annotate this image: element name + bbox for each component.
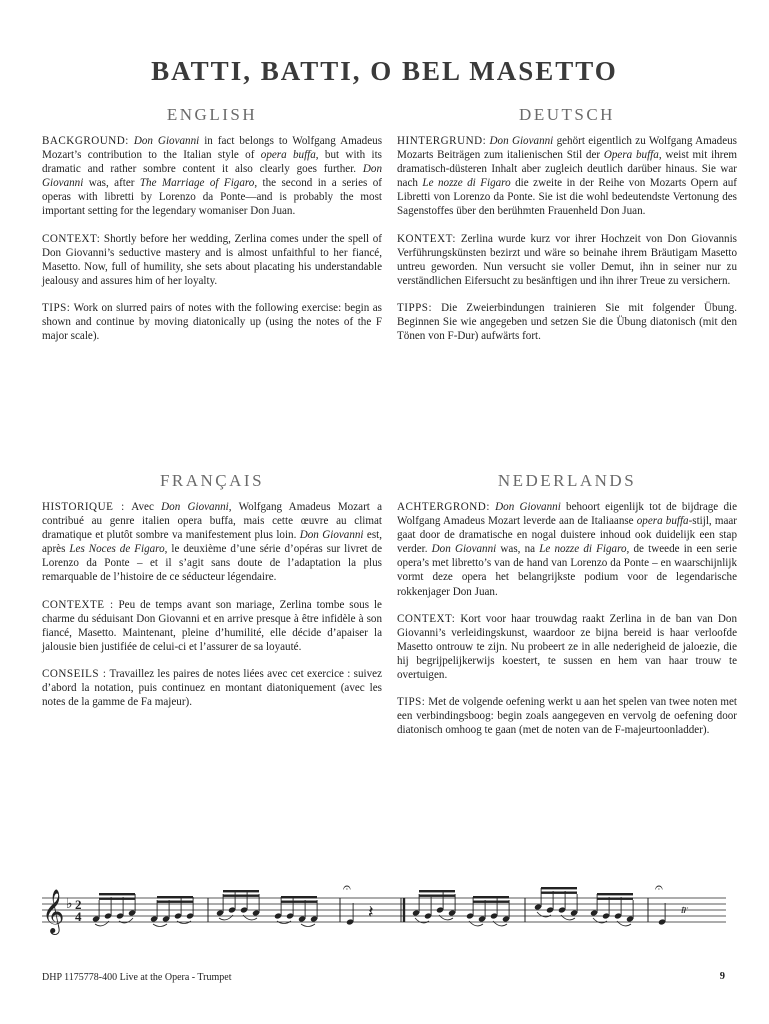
deutsch-context — [397, 232, 737, 288]
deutsch-bg-t2: gehört eigentlich zu Wolfgang Amadeus Mozarts Beiträgen zum italienischen Stil der — [397, 135, 737, 162]
francais-tips — [42, 667, 382, 709]
nederlands-context — [397, 612, 737, 682]
nederlands-background-label: ACHTERGROND: — [397, 501, 490, 513]
time-signature-top: 2 — [75, 897, 82, 912]
beam — [281, 901, 317, 903]
english-bg-t1: Don Giovanni — [133, 135, 200, 147]
nederlands-bg-t2: behoort eigenlijk tot de bijdrage die Wolfgang Amadeus Mozart leverde aan de Italiaanse — [397, 501, 738, 528]
francais-context — [42, 598, 382, 654]
slur — [153, 924, 167, 927]
beam — [597, 898, 633, 900]
nederlands-context-text: Kort voor haar trouwdag raakt Zerlina in de ban van Don Giovanni’s verleidingskunst, waardoor ze bijna bereid is haar verloofde Masetto ontrouw te zijn. Nu probeert ze in alle nederigheid de jaloezie, die hij begrijpelijkerwijs koestert, te sussen en hem van haar trouw te overtuigen. — [397, 612, 737, 682]
francais-bg-t1: Avec — [124, 501, 162, 513]
treble-clef-icon: 𝄞 — [42, 889, 65, 933]
english-bg-t7: The Marriage of Figaro — [139, 177, 255, 190]
page-number: 9 — [719, 971, 725, 982]
deutsch-background-label: HINTERGRUND: — [397, 135, 487, 147]
english-bg-t2: in fact belongs to Wolfgang Amadeus Mozart’s contribution to the Italian style of — [42, 135, 383, 162]
nederlands-background — [397, 500, 737, 599]
francais-tips-text: Travaillez les paires de notes liées avec cet exercice : suivez d’abord la notation, puis continuez en montant diatoniquement (avec les notes de la gamme de Fa majeur). — [42, 667, 382, 709]
francais-bg-t3: , Wolfgang Amadeus Mozart a contribué au genre italien opera buffa, mais cette œuvre au climat dramatique et plutôt sombre va manifestement plus loin. — [42, 501, 383, 542]
english-tips — [42, 301, 382, 343]
section-heading-deutsch: DEUTSCH — [519, 105, 615, 124]
section-nederlands — [397, 471, 737, 750]
beam — [157, 896, 193, 898]
francais-bg-t5: est, après — [42, 529, 383, 556]
francais-context-text: Peu de temps avant son mariage, Zerlina tombe sous le charme du séduisant Don Giovanni et en arrive presque à être infidèle à son fiancé, Masetto. Maintenant, pleine d’humilité, elle décide d’apaiser la jalousie bien justifiée de celui-ci et l’assurer de sa loyauté. — [42, 598, 382, 653]
nederlands-bg-t7: Le nozze di Figaro, — [539, 543, 630, 556]
francais-context-label: CONTEXTE : — [42, 598, 114, 611]
nederlands-bg-t3: opera buffa — [636, 515, 689, 528]
beam — [99, 898, 135, 900]
deutsch-bg-t3: Opera buffa — [603, 149, 659, 162]
francais-bg-t7: , le deuxième d’une série d’opéras sur livret de Lorenzo da Ponte – et il s’agit sans doute de l’adaptation la plus remarquable de l’histoire de ce séducteur légendaire. — [42, 543, 383, 584]
nederlands-tips-text: Met de volgende oefening werkt u aan het spelen van twee noten met een verbindingsboog: begin zoals aangegeven en vervolg de oefening door diatonisch omhoog te gaan (met de noten van de F-majeurtoonladder). — [397, 696, 737, 737]
time-signature-bottom: 4 — [75, 909, 82, 924]
deutsch-tips-label: TIPPS: — [397, 301, 433, 314]
flat-key-signature-icon: ♭ — [66, 896, 73, 912]
deutsch-bg-t5: Le nozze di Figaro — [422, 177, 511, 190]
beam — [473, 901, 509, 903]
deutsch-tips — [397, 301, 737, 343]
beam — [597, 893, 633, 895]
deutsch-bg-t1: Don Giovanni — [489, 135, 554, 147]
fermata-icon: 𝄐 — [343, 880, 351, 896]
francais-background — [42, 500, 382, 585]
beam — [541, 892, 577, 894]
english-background — [42, 134, 382, 219]
nederlands-context-label: CONTEXT: — [397, 612, 456, 625]
english-bg-t5: Don Giovanni — [42, 163, 382, 190]
fermata-icon: 𝄐 — [655, 880, 663, 896]
nederlands-bg-t8: de tweede in een serie opera’s met libretto’s van de hand van Lorenzo da Ponte – en waarschijnlijk vormt deze opera het belangrijkste podium voor de legendarische rokkenjager Don Juan. — [397, 543, 738, 598]
beam — [281, 896, 317, 898]
beam — [157, 901, 193, 903]
deutsch-bg-t6: die zweite in der Reihe von Mozarts Opern auf Libretti von Lorenzo da Ponte. Sie ist die wohl bedeutendste Vertonung des Sagenstoffes über den berühmten Frauenheld Don Juan. — [397, 177, 737, 218]
section-francais — [42, 471, 382, 722]
staff-lines — [42, 898, 726, 922]
deutsch-bg-t4: , weist mit ihrem dramatisch-düsteren Inhalt aber zugleich deutlich darüber hinaus. Sie war nach — [397, 149, 737, 190]
deutsch-tips-text: Die Zweierbindungen trainieren Sie mit folgender Übung. Beginnen Sie wie angegeben und setzen Sie die Übung diatonisch (mit den Tönen von F-Dur) aufwärts fort. — [397, 301, 737, 343]
english-context — [42, 232, 382, 288]
english-context-label: CONTEXT: — [42, 232, 101, 245]
english-tips-label: TIPS: — [42, 301, 71, 314]
beam — [99, 893, 135, 895]
music-exercise-staff — [38, 878, 728, 948]
page-title: BATTI, BATTI, O BEL MASETTO — [151, 56, 618, 87]
beam — [419, 895, 455, 897]
deutsch-context-text: Zerlina wurde kurz vor ihrer Hochzeit von Don Giovannis Verführungskünsten bezirzt und wäre so beinahe ihrem Bräutigam Masetto untreu geworden. Nun versucht sie voller Demut, ihn in seiner nur zu verständlichen Eifersucht zu besänftigen und ihn ihrer Treue zu versichern. — [397, 232, 737, 287]
nederlands-bg-t5: Don Giovanni — [431, 543, 497, 556]
francais-bg-t2: Don Giovanni — [161, 501, 229, 513]
nederlands-tips-label: TIPS: — [397, 696, 426, 709]
english-tips-text: Work on slurred pairs of notes with the following exercise: begin as shown and continue by moving diatonically up (using the notes of the F major scale). — [42, 301, 382, 343]
english-background-label: BACKGROUND: — [42, 135, 129, 147]
beam — [419, 890, 455, 892]
quarter-rest-icon: 𝄽 — [368, 902, 374, 923]
deutsch-context-label: KONTEXT: — [397, 232, 456, 245]
section-heading-english: ENGLISH — [166, 105, 258, 124]
nederlands-tips — [397, 695, 737, 737]
beam — [223, 890, 259, 892]
section-heading-nederlands: NEDERLANDS — [497, 471, 637, 490]
section-heading-francais: FRANÇAIS — [159, 471, 265, 490]
deutsch-background — [397, 134, 737, 219]
section-deutsch — [397, 105, 737, 356]
notes-group — [92, 887, 666, 927]
nederlands-bg-t4: -stijl, maar gaat door de dramatische en nogal duistere inhoud ook duidelijk een stap verder. — [397, 515, 737, 556]
english-bg-t4: , but with its dramatic and rather sombre content it also clearly goes further. — [42, 149, 382, 176]
english-context-text: Shortly before her wedding, Zerlina comes under the spell of Don Giovanni’s seductive mastery and is almost unfaithful to her fiancé, Masetto. Now, full of humility, she sets about placating his understandable jealousy and assures him of her loyalty. — [42, 232, 382, 287]
francais-tips-label: CONSEILS : — [42, 667, 107, 680]
nederlands-bg-t1: Don Giovanni — [495, 501, 561, 513]
beam — [541, 887, 577, 889]
footer-catalog-text: DHP 1175778-400 Live at the Opera - Trumpet — [42, 972, 232, 983]
beam — [473, 896, 509, 898]
francais-bg-t6: Les Noces de Figaro — [69, 543, 165, 556]
trill-ornament-icon: 𝆖 — [681, 902, 688, 916]
english-bg-t3: opera buffa — [260, 149, 316, 162]
nederlands-bg-t6: was, na — [496, 543, 540, 556]
section-english — [42, 105, 382, 356]
francais-background-label: HISTORIQUE : — [42, 501, 125, 513]
francais-bg-t4: Don Giovanni — [299, 529, 364, 542]
english-bg-t8: , the second in a series of operas with libretti by Lorenzo da Ponte—and is probably the most important setting for the legendary womaniser Don Juan. — [42, 177, 382, 218]
slur — [301, 924, 315, 927]
english-bg-t6: was, after — [83, 177, 140, 190]
beam — [223, 895, 259, 897]
